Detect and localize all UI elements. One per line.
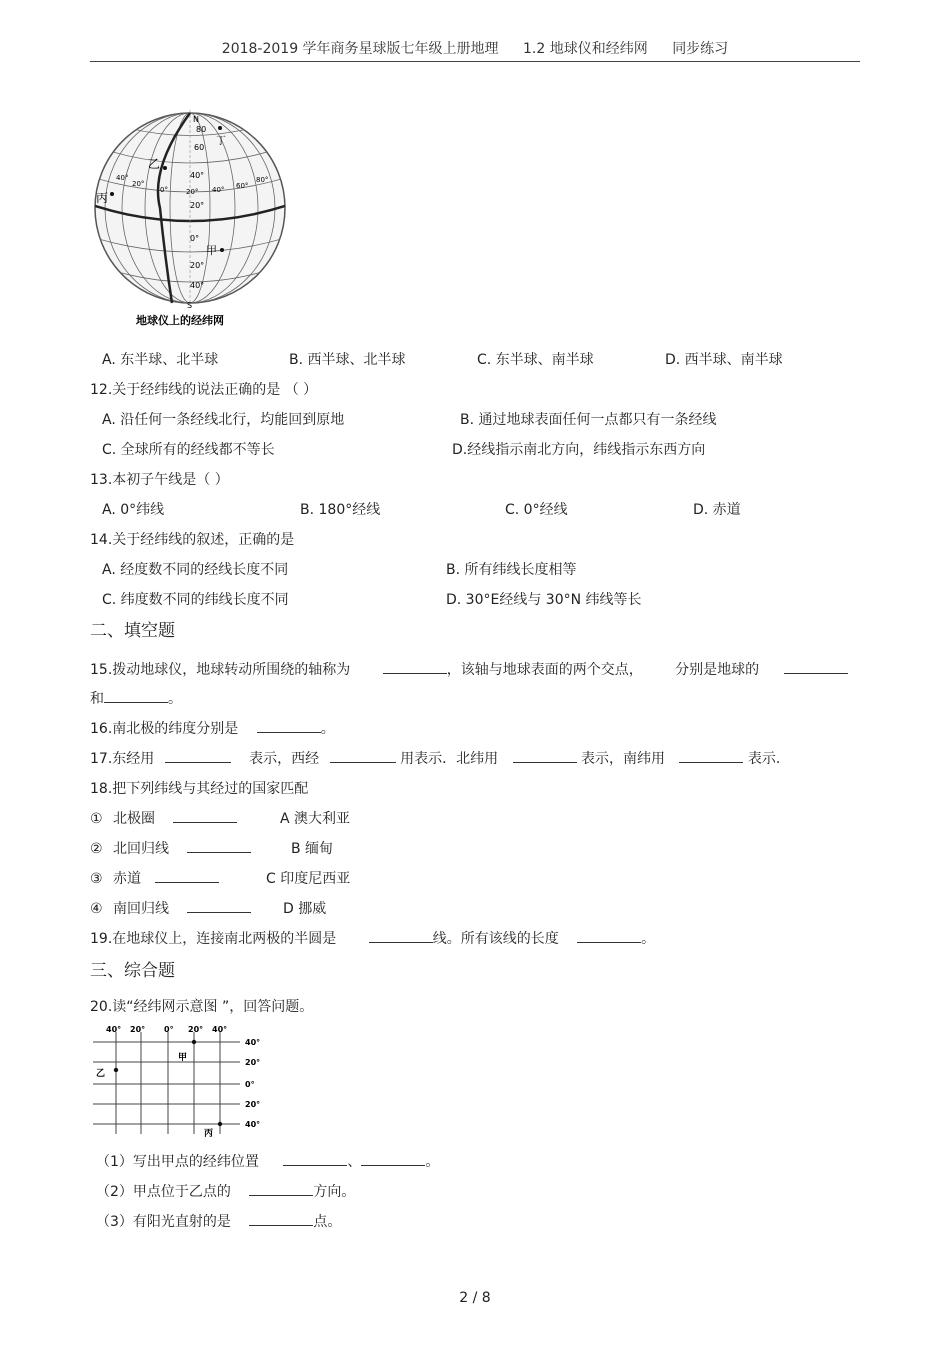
q18-row-num: ② — [90, 841, 103, 857]
grid-right-label: 0° — [245, 1080, 255, 1089]
q12-option-c: C. 全球所有的经线都不等长 — [102, 442, 275, 458]
q17-text-d: 表示，南纬用 — [580, 751, 665, 767]
q20-sub-blank[interactable] — [361, 1151, 425, 1166]
globe-figure — [90, 108, 300, 330]
q18-row-num: ④ — [90, 901, 103, 917]
grid-top-label: 20° — [188, 1025, 204, 1034]
q16-blank[interactable] — [257, 718, 321, 733]
q18-row-country: C 印度尼西亚 — [266, 871, 351, 887]
q16 — [90, 718, 335, 738]
header-rule — [90, 61, 860, 62]
section-comprehensive-title: 三、综合题 — [90, 961, 175, 981]
globe-point-bing: 丙 — [96, 191, 109, 205]
q18-row-blank[interactable] — [187, 898, 251, 913]
q18-row-line: 赤道 — [113, 871, 142, 887]
q18-row-country: A 澳大利亚 — [280, 811, 351, 827]
q20-sub-text: 方向。 — [313, 1184, 356, 1200]
globe-lat-label: 20° — [190, 261, 205, 270]
q19 — [90, 928, 655, 948]
globe-lon-label: 60° — [236, 182, 249, 190]
globe-north-label: N — [193, 115, 199, 124]
globe-lon-label: 20° — [132, 180, 145, 188]
q20-sub-text: 点。 — [313, 1214, 342, 1230]
q18-row — [90, 808, 237, 828]
q13-stem: 13.本初子午线是（ ） — [90, 472, 229, 488]
q18-row-blank[interactable] — [187, 838, 251, 853]
q18-row — [90, 898, 251, 918]
globe-lon-label: 80° — [256, 176, 269, 184]
q20-stem: 20.读“经纬网示意图 ”，回答问题。 — [90, 999, 314, 1015]
q15-blank-2[interactable] — [784, 659, 848, 674]
q13-option-c: C. 0°经线 — [505, 502, 568, 518]
q15-text-d: 和 — [90, 691, 104, 707]
q15-text-a: 15.拨动地球仪，地球转动所围绕的轴称为 — [90, 662, 351, 678]
q14-option-a: A. 经度数不同的经线长度不同 — [102, 562, 289, 578]
q17-text-a: 17.东经用 — [90, 751, 155, 767]
globe-caption: 地球仪上的经纬网 — [136, 314, 224, 327]
q15-text-c: 分别是地球的 — [675, 662, 760, 678]
q15-text-b: ，该轴与地球表面的两个交点， — [446, 662, 643, 678]
q19-text-c: 。 — [641, 931, 656, 947]
q15-line2 — [90, 688, 182, 708]
globe-south-label: S — [187, 301, 193, 310]
q20-sub-2 — [96, 1181, 355, 1201]
q11-option-c: C. 东半球、南半球 — [477, 352, 594, 368]
grid-right-label: 40° — [245, 1120, 261, 1129]
grid-top-label: 0° — [164, 1025, 174, 1034]
q17-text-b: 表示，西经 — [249, 751, 320, 767]
header-lesson: 1.2 地球仪和经纬网 — [523, 41, 648, 57]
q19-blank-2[interactable] — [577, 928, 641, 943]
q18-row-blank[interactable] — [155, 868, 219, 883]
q19-text-a: 19.在地球仪上，连接南北两极的半圆是 — [90, 931, 337, 947]
q20-sub-text: （2）甲点位于乙点的 — [96, 1184, 231, 1200]
q15-blank-3[interactable] — [104, 688, 168, 703]
q17-blank-2[interactable] — [330, 748, 396, 763]
q20-sub-blank[interactable] — [249, 1211, 313, 1226]
q13-option-d: D. 赤道 — [693, 502, 741, 518]
lat-lon-grid-figure — [88, 1022, 270, 1140]
q12-option-d: D.经线指示南北方向，纬线指示东西方向 — [452, 442, 706, 458]
grid-right-label: 20° — [245, 1058, 261, 1067]
globe-lon-label: 40° — [212, 186, 225, 194]
header-subtitle: 同步练习 — [672, 41, 729, 57]
grid-top-label: 20° — [130, 1025, 146, 1034]
q17-blank-1[interactable] — [165, 748, 231, 763]
globe-point-ding: 丁 — [216, 136, 226, 147]
q15-line1 — [90, 659, 848, 679]
page-header — [0, 38, 950, 58]
q13-option-b: B. 180°经线 — [300, 502, 381, 518]
grid-right-label: 20° — [245, 1100, 261, 1109]
grid-point-jia: 甲 — [178, 1053, 188, 1063]
q20-sub-3 — [96, 1211, 341, 1231]
q16-text-b: 。 — [320, 721, 335, 737]
q11-option-a: A. 东半球、北半球 — [102, 352, 219, 368]
q20-sub-text: 。 — [425, 1154, 440, 1170]
q18-stem: 18.把下列纬线与其经过的国家匹配 — [90, 781, 309, 797]
q17 — [90, 748, 780, 768]
globe-lon-label: 0° — [160, 186, 168, 194]
q20-sub-blank[interactable] — [249, 1181, 313, 1196]
header-title: 2018-2019 学年商务星球版七年级上册地理 — [221, 41, 499, 57]
q18-row-line: 北极圈 — [113, 811, 156, 827]
grid-point-bing: 丙 — [204, 1129, 214, 1139]
q18-row-blank[interactable] — [173, 808, 237, 823]
globe-lat-label: 40° — [190, 171, 205, 180]
grid-top-label: 40° — [212, 1025, 228, 1034]
grid-top-label: 40° — [106, 1025, 122, 1034]
q18-row-line: 北回归线 — [113, 841, 170, 857]
q20-sub-1 — [96, 1151, 439, 1171]
page-number: 2 / 8 — [459, 1290, 491, 1306]
q20-sub-text: （1）写出甲点的经纬位置 — [96, 1154, 259, 1170]
globe-lon-label: 40° — [116, 174, 129, 182]
q18-row — [90, 868, 219, 888]
q11-option-d: D. 西半球、南半球 — [665, 352, 783, 368]
globe-point-yi: 乙 — [148, 157, 161, 171]
q17-blank-4[interactable] — [679, 748, 743, 763]
q17-text-e: 表示. — [747, 751, 781, 767]
q20-sub-blank[interactable] — [283, 1151, 347, 1166]
globe-lat-label: 20° — [190, 201, 205, 210]
q20-sub-text: （3）有阳光直射的是 — [96, 1214, 231, 1230]
q12-stem: 12.关于经纬线的说法正确的是 （ ） — [90, 382, 318, 398]
grid-point-yi: 乙 — [96, 1069, 106, 1079]
q17-text-c: 用表示．北纬用 — [400, 751, 499, 767]
q13-option-a: A. 0°纬线 — [102, 502, 165, 518]
q19-text-b: 线。所有该线的长度 — [432, 931, 559, 947]
globe-lon-label: 20° — [186, 188, 199, 196]
q15-blank-1[interactable] — [383, 659, 447, 674]
section-fill-in-title: 二、填空题 — [90, 621, 175, 641]
q14-option-b: B. 所有纬线长度相等 — [446, 562, 577, 578]
q18-row-country: B 缅甸 — [291, 841, 334, 857]
q15-text-e: 。 — [168, 691, 182, 707]
q11-option-b: B. 西半球、北半球 — [289, 352, 406, 368]
globe-lat-label: 60 — [194, 143, 205, 152]
q18-row — [90, 838, 251, 858]
q19-blank-1[interactable] — [369, 928, 433, 943]
q14-option-d: D. 30°E经线与 30°N 纬线等长 — [446, 592, 642, 608]
q17-blank-3[interactable] — [513, 748, 577, 763]
q12-option-a: A. 沿任何一条经线北行，均能回到原地 — [102, 412, 345, 428]
globe-lat-label: 40° — [190, 281, 205, 290]
q18-row-num: ③ — [90, 871, 103, 887]
q20-sub-text: 、 — [347, 1154, 362, 1170]
q14-option-c: C. 纬度数不同的纬线长度不同 — [102, 592, 289, 608]
globe-lat-label: 0° — [190, 234, 200, 243]
q12-option-b: B. 通过地球表面任何一点都只有一条经线 — [460, 412, 717, 428]
grid-right-label: 40° — [245, 1038, 261, 1047]
q16-text-a: 16.南北极的纬度分别是 — [90, 721, 239, 737]
globe-point-jia: 甲 — [206, 244, 217, 257]
q18-row-country: D 挪威 — [283, 901, 327, 917]
globe-lat-label: 80 — [196, 125, 207, 134]
q18-row-line: 南回归线 — [113, 901, 170, 917]
q18-row-num: ① — [90, 811, 103, 827]
q14-stem: 14.关于经纬线的叙述，正确的是 — [90, 532, 295, 548]
